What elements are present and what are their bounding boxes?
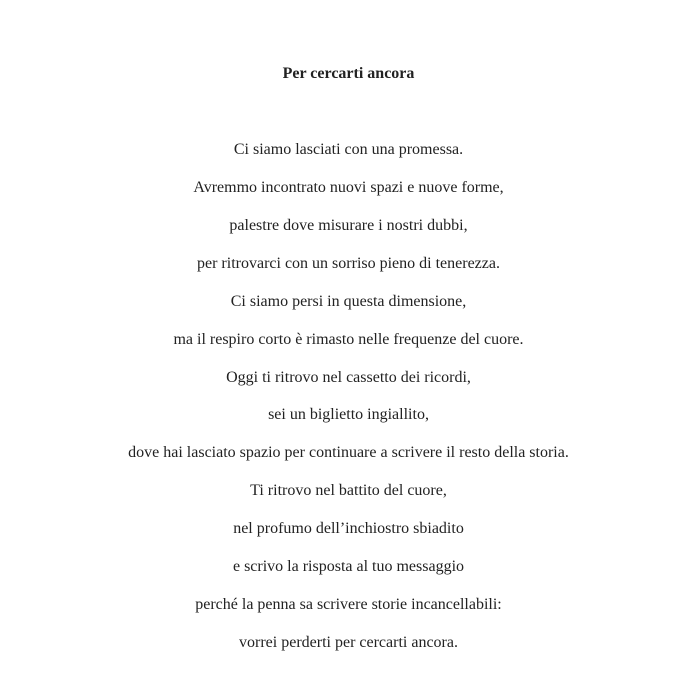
poem-line: sei un biglietto ingiallito, (268, 406, 429, 424)
poem-line: vorrei perderti per cercarti ancora. (239, 633, 458, 651)
poem-line: Ci siamo persi in questa dimensione, (230, 292, 467, 310)
poem-line: Ci siamo lasciati con una promessa. (233, 141, 464, 158)
poem-body (0, 140, 697, 671)
poem-line: dove hai lasciato spazio per continuare a scrivere il resto della storia. (128, 444, 569, 462)
poem-line: Oggi ti ritrovo nel cassetto dei ricordi, (226, 368, 471, 386)
poem-line: perché la penna sa scrivere storie incancellabili: (195, 596, 502, 614)
poem-line: Avremmo incontrato nuovi spazi e nuove forme, (193, 178, 504, 196)
poem-line: nel profumo dell’inchiostro sbiadito (233, 520, 464, 538)
poem-line: per ritrovarci con un sorriso pieno di tenerezza. (197, 254, 500, 272)
poem-line: ma il respiro corto è rimasto nelle frequenze del cuore. (173, 330, 524, 348)
poem-line: e scrivo la risposta al tuo messaggio (232, 558, 465, 576)
poem-line: Ti ritrovo nel battito del cuore, (250, 482, 447, 500)
poem-line: palestre dove misurare i nostri dubbi, (229, 216, 468, 234)
poem-title: Per cercarti ancora (282, 65, 415, 82)
